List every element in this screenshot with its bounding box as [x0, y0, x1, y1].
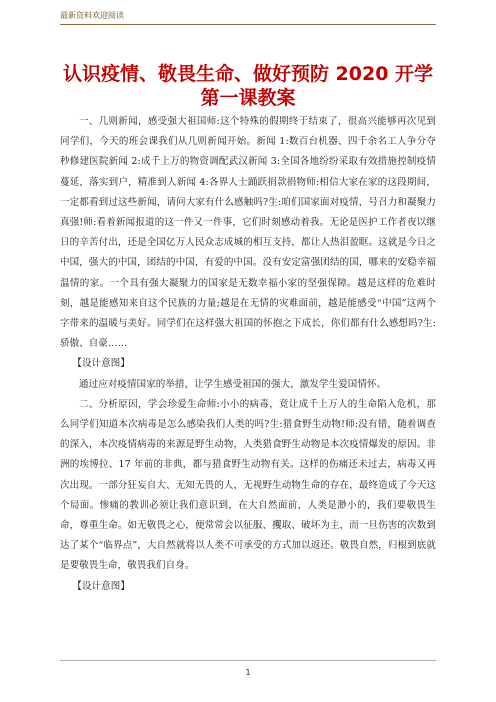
- page-number: 1: [245, 668, 251, 677]
- header-divider: [60, 24, 436, 25]
- design-intent-heading: 【设计意图】: [72, 358, 130, 370]
- document-header: 最新资料欢迎阅读: [60, 11, 124, 20]
- paragraph-news: 一、几则新闻，感受强大祖国师:这个特殊的假期终于结束了，很高兴能够再次见到同学们，今天的班会课我们从几则新闻开始。新闻 1:数百台机器、四千余名工人争分夺秒修建医院新闻 2:成千上万的物资调配武汉新闻 3:全国各地纷纷采取有效措施控制疫情蔓延，落实到户，精准到人新闻 4:各界人士踊跃捐款捐物师:相信大家在家的这段期间，一定都看到过这些新闻，请问大家有什么感触吗?生:咱们国家面对疫情，号召力和凝聚力真强!师:看着新闻报道的这一件又一件事，它们时刻感动着我。无论是医护工作者夜以继日的辛苦付出，还是全国亿万人民众志成城的相互支持，都让人热泪盈眶。这就是今日之中国，强大的中国，团结的中国，有爱的中国。没有安定富强团结的国，哪来的安稳幸福温情的家。一个具有强大凝聚力的国家是无数幸福小家的坚强保障。越是这样的危难时刻，越是能感知来自这个民族的力量;越是在无情的灾难面前，越是能感受“中国”这两个字带来的温暖与美好。同学们在这样强大祖国的怀抱之下成长，你们都有什么感想吗?生:骄傲、自豪……: [60, 116, 436, 350]
- paragraph-design-intent: 通过应对疫情国家的举措，让学生感受祖国的强大，激发学生爱国情怀。: [79, 378, 387, 390]
- title-line-2: 第一课教案: [200, 87, 296, 109]
- footer-divider: [60, 660, 436, 661]
- design-intent-heading: 【设计意图】: [72, 580, 130, 592]
- paragraph-analysis: 二、分析原因，学会珍爱生命师:小小的病毒，竟让成千上万人的生命陷入危机，那么同学们知道本次病毒是怎么感染我们人类的吗?生:猎食野生动物!师:没有错，随着调查的深入，本次疫情病毒的来源是野生动物，人类猎食野生动物是本次疫情爆发的原因。非洲的埃博拉、17 年前的非典，都与猎食野生动物有关。这样的伤痛还未过去，病毒又再次出现。一部分狂妄自大、无知无畏的人，无视野生动物生命的存在，最终造成了今天这个局面。惨痛的教训必须让我们意识到，在大自然面前，人类是渺小的，我们要敬畏生命，尊重生命。如无敬畏之心，便常常会以征服、攫取、破坏为主，而一旦伤害的次数到达了某个“临界点”，大自然就将以人类不可承受的方式加以返还。敬畏自然，归根到底就是要敬畏生命，敬畏我们自身。: [60, 398, 436, 572]
- document-title: [60, 62, 436, 110]
- document-body: [60, 112, 436, 597]
- title-line-1: 认识疫情、敬畏生命、做好预防 2020 开学: [62, 63, 434, 85]
